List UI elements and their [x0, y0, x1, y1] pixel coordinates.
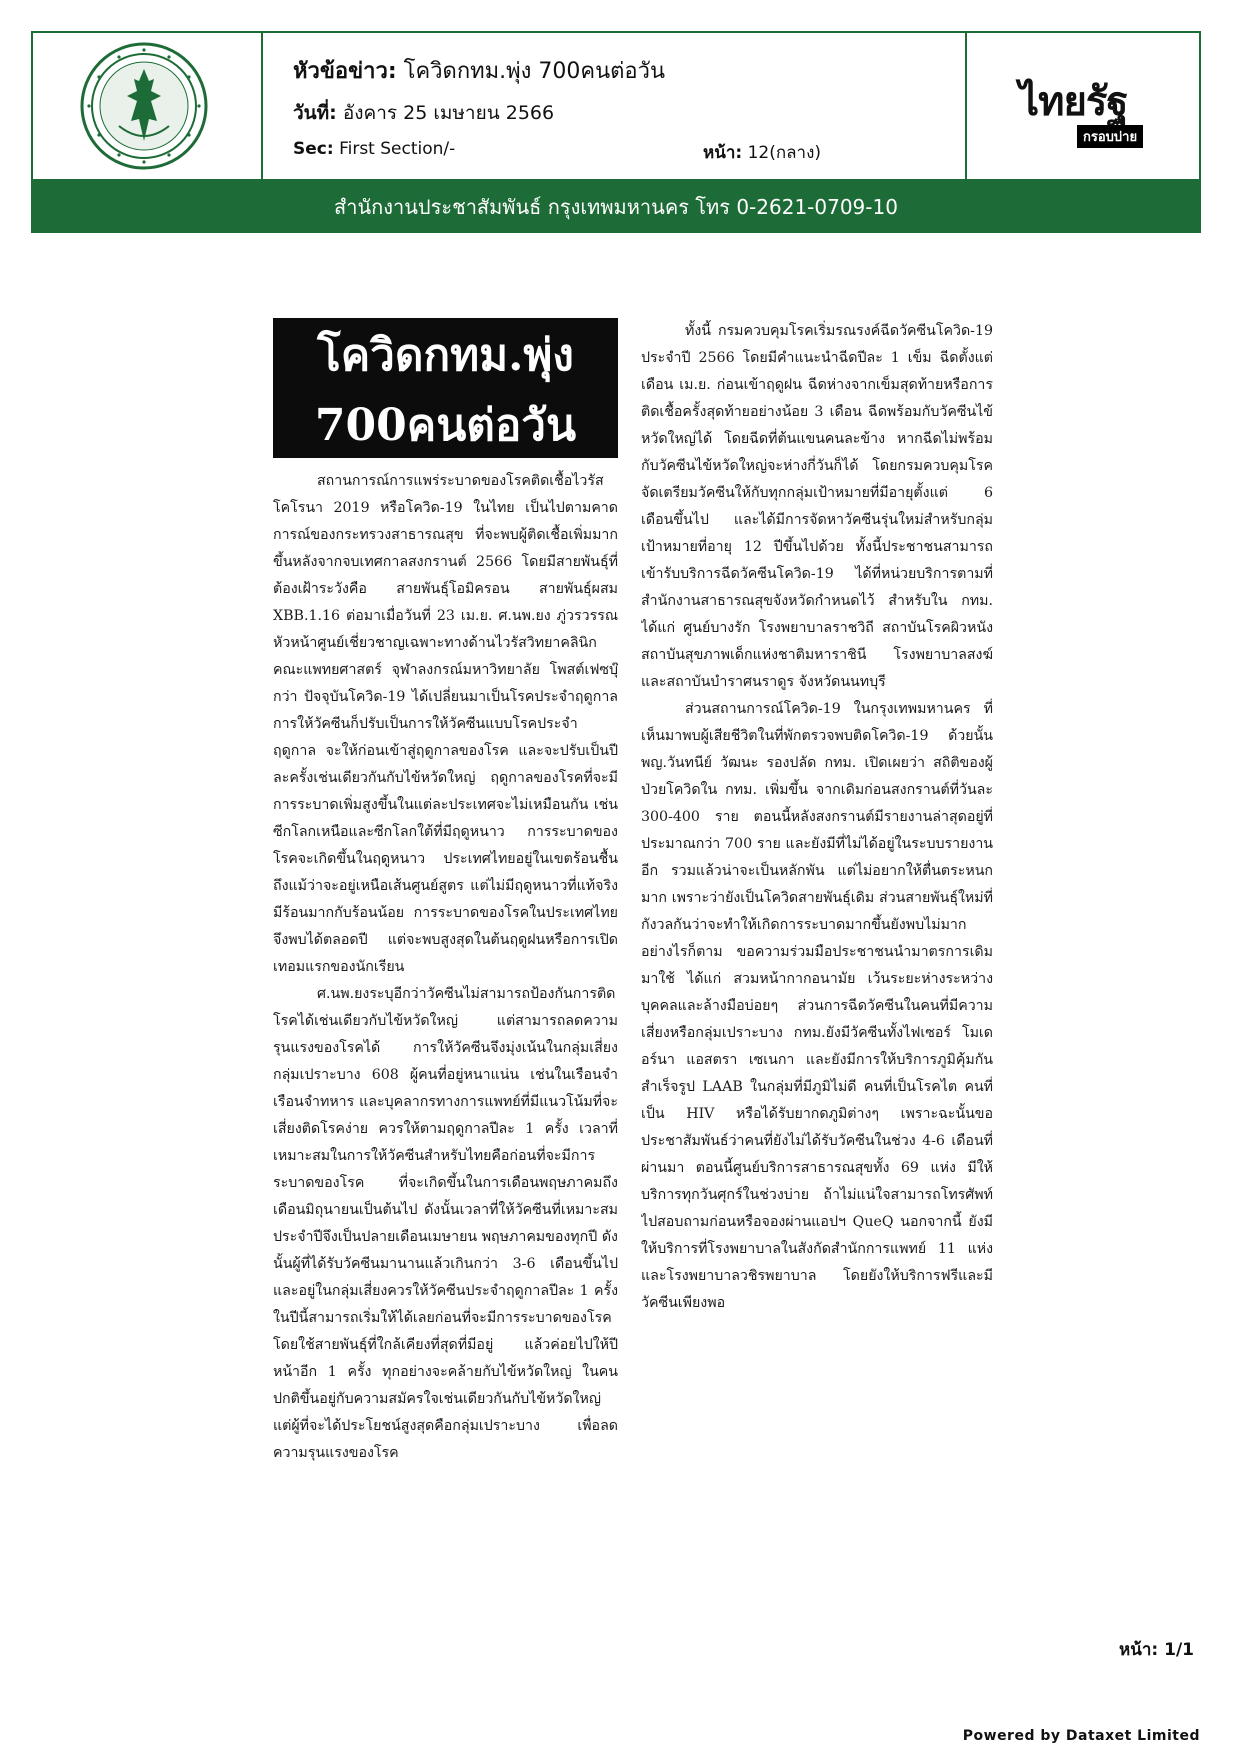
headline-label: หัวข้อข่าว:	[293, 59, 397, 84]
powered-by: Powered by Dataxet Limited	[962, 1728, 1200, 1744]
page-row	[703, 139, 821, 166]
page-label: หน้า:	[703, 143, 743, 163]
logo-cell	[33, 33, 263, 179]
article	[273, 318, 993, 1618]
office-contact-bar: สำนักงานประชาสัมพันธ์ กรุงเทพมหานคร โทร 0-2621-0709-10	[31, 181, 1201, 233]
article-column-1	[273, 468, 618, 1628]
section-row	[293, 139, 455, 159]
paragraph: ศ.นพ.ยงระบุอีกว่าวัคซีนไม่สามารถป้องกันการติดโรคได้เช่นเดียวกับไข้หวัดใหญ่ แต่สามารถลดความรุนแรงของโรคได้ การให้วัคซีนจึงมุ่งเน้นในกลุ่มเสี่ยง กลุ่มเปราะบาง 608 ผู้คนที่อยู่หนาแน่น เช่นในเรือนจำ เรือนจำทหาร และบุคลากรทางการแพทย์ที่มีแนวโน้มที่จะเสี่ยงติดโรคง่าย ควรให้ตามฤดูกาลปีละ 1 ครั้ง เวลาที่เหมาะสมในการให้วัคซีนสำหรับไทยคือก่อนที่จะมีการระบาดของโรค ที่จะเกิดขึ้นในการเดือนพฤษภาคมถึงเดือนมิถุนายนเป็นต้นไป ดังนั้นเวลาที่ให้วัคซีนที่เหมาะสมประจำปีจึงเป็นปลายเดือนเมษายน พฤษภาคมของทุกปี ดังนั้นผู้ที่ได้รับวัคซีนมานานแล้วเกินกว่า 3-6 เดือนขึ้นไปและอยู่ในกลุ่มเสี่ยงควรให้วัคซีนประจำฤดูกาลปีละ 1 ครั้ง ในปีนี้สามารถเริ่มให้ได้เลยก่อนที่จะมีการระบาดของโรค โดยใช้สายพันธุ์ที่ใกล้เคียงที่สุดที่มีอยู่ แล้วค่อยไปให้ปีหน้าอีก 1 ครั้ง ทุกอย่างจะคล้ายกับไข้หวัดใหญ่ ในคนปกติขึ้นอยู่กับความสมัครใจเช่นเดียวกันกับไข้หวัดใหญ่ แต่ผู้ที่จะได้ประโยชน์สูงสุดคือกลุ่มเปราะบาง เพื่อลดความรุนแรงของโรค	[273, 986, 618, 1461]
paragraph: ส่วนสถานการณ์โควิด-19 ในกรุงเทพมหานคร ที่เห็นมาพบผู้เสียชีวิตในที่พักตรวจพบติดโควิด-19 ด้วยนั้น พญ.วันทนีย์ วัฒนะ รองปลัด กทม. เปิดเผยว่า สถิติของผู้ป่วยโควิดใน กทม. เพิ่มขึ้น จากเดิมก่อนสงกรานต์ที่วันละ 300-400 ราย ตอนนี้หลังสงกรานต์มีรายงานล่าสุดอยู่ที่ประมาณกว่า 700 ราย และยังมีที่ไม่ได้อยู่ในระบบรายงานอีก รวมแล้วน่าจะเป็นหลักพัน แต่ไม่อยากให้ตื่นตระหนกมาก เพราะว่ายังเป็นโควิดสายพันธุ์เดิม ส่วนสายพันธุ์ใหม่ที่กังวลกันว่าจะทำให้เกิดการระบาดมากขึ้นยังพบไม่มาก อย่างไรก็ตาม ขอความร่วมมือประชาชนนำมาตรการเดิมมาใช้ ได้แก่ สวมหน้ากากอนามัย เว้นระยะห่างระหว่างบุคคลและล้างมือบ่อยๆ ส่วนการฉีดวัคซีนในคนที่มีความเสี่ยงหรือกลุ่มเปราะบาง กทม.ยังมีวัคซีนทั้งไฟเซอร์ โมเดอร์นา แอสตรา เซเนกา และยังมีการให้บริการภูมิคุ้มกันสำเร็จรูป LAAB ในกลุ่มที่มีภูมิไม่ดี คนที่เป็นโรคไต คนที่เป็น HIV หรือได้รับยากดภูมิต่างๆ เพราะฉะนั้นขอประชาสัมพันธ์ว่าคนที่ยังไม่ได้รับวัคซีนในช่วง 4-6 เดือนที่ผ่านมา ตอนนี้ศูนย์บริการสาธารณสุขทั้ง 69 แห่ง มีให้บริการทุกวันศุกร์ในช่วงบ่าย ถ้าไม่แน่ใจสามารถโทรศัพท์ไปสอบถามก่อนหรือจองผ่านแอปฯ QueQ นอกจากนี้ ยังมีให้บริการที่โรงพยาบาลในสังกัดสำนักการแพทย์ 11 แห่งและโรงพยาบาลวชิรพยาบาล โดยยังให้บริการฟรีและมีวัคซีนเพียงพอ	[641, 701, 993, 1311]
headline-line-2: 700คนต่อวัน	[314, 400, 577, 451]
article-headline	[273, 318, 618, 458]
headline-value: โควิดกทม.พุ่ง 700คนต่อวัน	[403, 59, 666, 84]
date-label: วันที่:	[293, 102, 337, 124]
date-value: อังคาร 25 เมษายน 2566	[342, 102, 555, 124]
page-number: หน้า: 1/1	[1119, 1640, 1194, 1660]
brand-cell	[965, 33, 1199, 179]
bma-seal-icon	[79, 41, 209, 171]
newspaper-logo: ไทยรัฐ	[1019, 78, 1128, 125]
section-value: First Section/-	[339, 139, 456, 159]
page-value: 12(กลาง)	[747, 143, 822, 163]
info-cell	[263, 33, 963, 179]
paragraph: สถานการณ์การแพร่ระบาดของโรคติดเชื้อไวรัสโคโรนา 2019 หรือโควิด-19 ในไทย เป็นไปตามคาดการณ์ของกระทรวงสาธารณสุข ที่จะพบผู้ติดเชื้อเพิ่มมากขึ้นหลังจากจบเทศกาลสงกรานต์ 2566 โดยมีสายพันธุ์ที่ต้องเฝ้าระวังคือ สายพันธุ์โอมิครอน สายพันธุ์ผสม XBB.1.16 ต่อมาเมื่อวันที่ 23 เม.ย. ศ.นพ.ยง ภู่วรวรรณ หัวหน้าศูนย์เชี่ยวชาญเฉพาะทางด้านไวรัสวิทยาคลินิก คณะแพทยศาสตร์ จุฬาลงกรณ์มหาวิทยาลัย โพสต์เฟซบุ๊กว่า ปัจจุบันโควิด-19 ได้เปลี่ยนมาเป็นโรคประจำฤดูกาลการให้วัคซีนก็ปรับเป็นการให้วัคซีนแบบโรคประจำฤดูกาล จะให้ก่อนเข้าสู่ฤดูกาลของโรค และจะปรับเป็นปีละครั้งเช่นเดียวกันกับไข้หวัดใหญ่ ฤดูกาลของโรคที่จะมีการระบาดเพิ่มสูงขึ้นในแต่ละประเทศจะไม่เหมือนกัน เช่น ซีกโลกเหนือและซีกโลกใต้ที่มีฤดูหนาว การระบาดของโรคจะเกิดขึ้นในฤดูหนาว ประเทศไทยอยู่ในเขตร้อนชื้น ถึงแม้ว่าจะอยู่เหนือเส้นศูนย์สูตร แต่ไม่มีฤดูหนาวที่แท้จริง มีร้อนมากกับร้อนน้อย การระบาดของโรคในประเทศไทยจึงพบได้ตลอดปี แต่จะพบสูงสุดในต้นฤดูฝนหรือการเปิดเทอมแรกของนักเรียน	[273, 473, 618, 975]
headline-row	[293, 53, 665, 88]
paragraph: ทั้งนี้ กรมควบคุมโรคเริ่มรณรงค์ฉีดวัคซีนโควิด-19 ประจำปี 2566 โดยมีคำแนะนำฉีดปีละ 1 เข็ม ฉีดตั้งแต่เดือน เม.ย. ก่อนเข้าฤดูฝน ฉีดห่างจากเข็มสุดท้ายหรือการติดเชื้อครั้งสุดท้ายอย่างน้อย 3 เดือน ฉีดพร้อมกับวัคซีนไข้หวัดใหญ่ได้ โดยฉีดที่ต้นแขนคนละข้าง หากฉีดไม่พร้อมกับวัคซีนไข้หวัดใหญ่จะห่างกี่วันก็ได้ โดยกรมควบคุมโรคจัดเตรียมวัคซีนให้กับทุกกลุ่มเป้าหมายที่มีอายุตั้งแต่ 6 เดือนขึ้นไป และได้มีการจัดหาวัคซีนรุ่นใหม่สำหรับกลุ่มเป้าหมายที่อายุ 12 ปีขึ้นไปด้วย ทั้งนี้ประชาชนสามารถเข้ารับบริการฉีดวัคซีนโควิด-19 ได้ที่หน่วยบริการตามที่สำนักงานสาธารณสุขจังหวัดกำหนดไว้ สำหรับใน กทม. ได้แก่ ศูนย์บางรัก โรงพยาบาลราชวิถี สถาบันโรคผิวหนัง สถาบันสุขภาพเด็กแห่งชาติมหาราชินี โรงพยาบาลสงฆ์ และสถาบันบำราศนราดูร จังหวัดนนทบุรี	[641, 323, 993, 690]
headline-line-1: โควิดกทม.พุ่ง	[317, 330, 574, 381]
edition-badge: กรอบบ่าย	[1077, 125, 1143, 148]
date-row	[293, 98, 554, 128]
article-column-2	[641, 318, 993, 1428]
clipping-header	[31, 31, 1201, 181]
section-label: Sec:	[293, 139, 334, 159]
